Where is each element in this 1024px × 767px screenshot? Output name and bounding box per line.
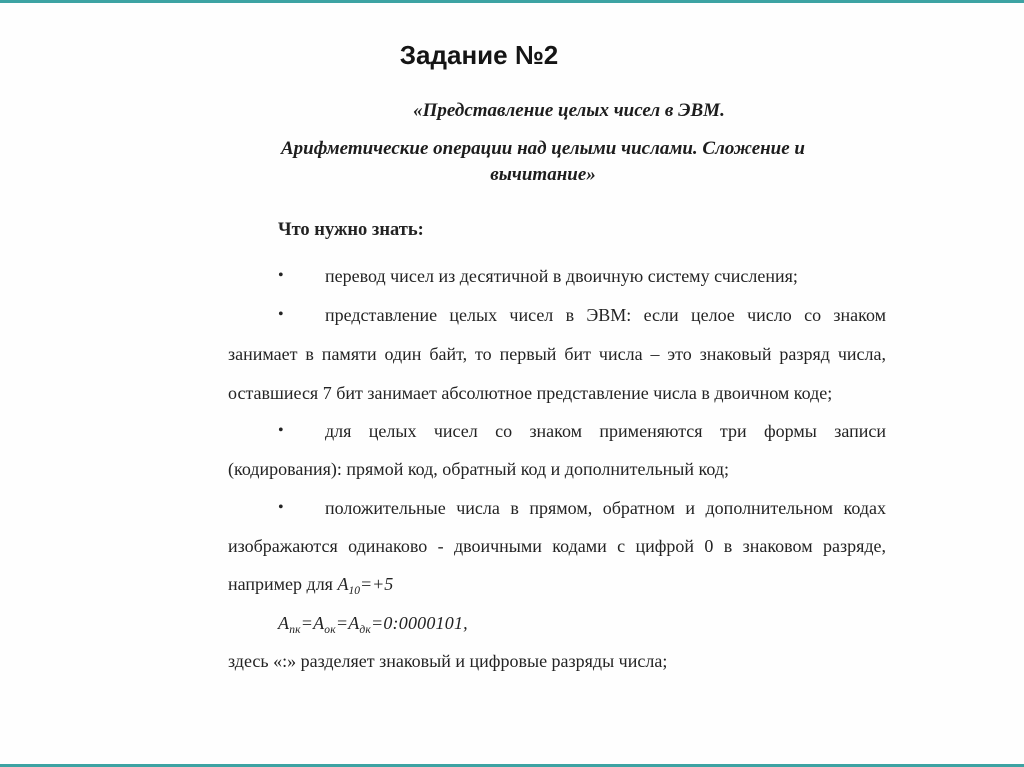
bullet-item-3 (228, 418, 886, 444)
bullet-icon: • (278, 422, 284, 439)
example-text: например для (228, 574, 338, 594)
bullet-1-text: перевод чисел из десятичной в двоичную систему счисления; (325, 266, 798, 286)
formula-value: =0:0000101, (371, 613, 468, 633)
bullet-icon: • (278, 306, 284, 323)
subscript-10: 10 (348, 585, 360, 597)
doc-header-line1: «Представление целых чисел в ЭВМ. (413, 100, 725, 121)
variable-a: A (278, 613, 290, 633)
variable-a: A (348, 613, 360, 633)
know-heading: Что нужно знать: (278, 220, 424, 240)
doc-header-line2: Арифметические операции над целыми числами. Сложение и вычитание» (281, 138, 805, 185)
variable-a: A (313, 613, 325, 633)
bullet-item-4 (228, 495, 886, 521)
subscript-ok: ок (324, 624, 336, 636)
equals-sign: = (300, 613, 314, 633)
bullet-2-line1: представление целых чисел в ЭВМ: если целое число со знаком (325, 305, 886, 325)
bullet-3-line2: (кодирования): прямой код, обратный код и дополнительный код; (228, 459, 729, 479)
bullet-icon: • (278, 267, 284, 284)
example-value: =+5 (359, 574, 394, 594)
bullet-3-line1: для целых чисел со знаком применяются три формы записи (325, 421, 886, 441)
bullet-item-1 (228, 263, 886, 289)
bullet-4-line3 (228, 571, 886, 597)
equals-sign: = (335, 613, 349, 633)
closing-line: здесь «:» разделяет знаковый и цифровые разряды числа; (228, 651, 668, 671)
document-scan (228, 96, 886, 696)
subscript-pk: пк (289, 624, 301, 636)
bullet-4-line1: положительные числа в прямом, обратном и дополнительном кодах (325, 498, 886, 518)
bullet-icon: • (278, 499, 284, 516)
bullet-2-line3: оставшиеся 7 бит занимает абсолютное представление числа в двоичном коде; (228, 383, 833, 403)
formula-line (228, 610, 886, 636)
bullet-4-line2: изображаются одинаково - двоичными кодами с цифрой 0 в знаковом разряде, (228, 536, 886, 556)
subscript-dk: дк (359, 624, 371, 636)
slide-title: Задание №2 (399, 40, 559, 70)
top-accent-line (0, 0, 1024, 3)
bullet-item-2 (228, 302, 886, 328)
bullet-2-line2: занимает в памяти один байт, то первый бит числа – это знаковый разряд числа, (228, 344, 886, 364)
variable-a: A (337, 574, 349, 594)
